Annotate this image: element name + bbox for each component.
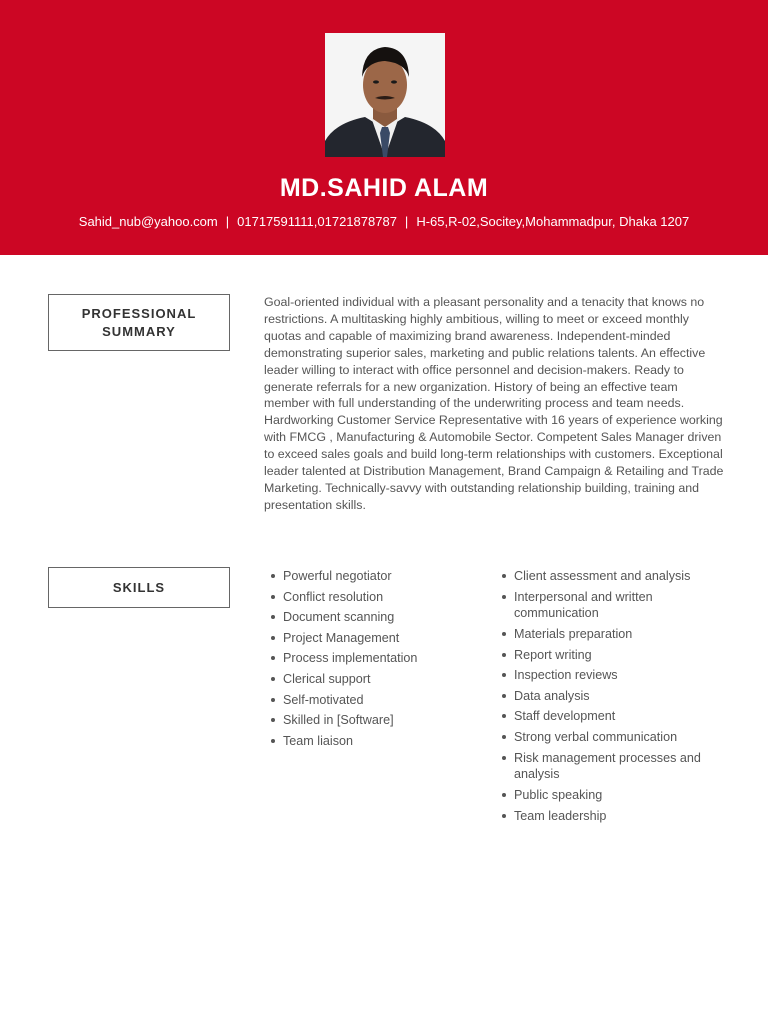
- skill-item: Clerical support: [270, 671, 480, 688]
- profile-photo: [325, 33, 445, 157]
- summary-heading-line1: PROFESSIONAL: [81, 305, 197, 321]
- address-text: H-65,R-02,Socitey,Mohammadpur, Dhaka 1207: [416, 214, 690, 229]
- skill-item: Conflict resolution: [270, 589, 480, 606]
- separator: |: [404, 214, 409, 229]
- separator: |: [225, 214, 230, 229]
- summary-heading-line2: SUMMARY: [102, 323, 176, 339]
- email-text[interactable]: Sahid_nub@yahoo.com: [78, 214, 218, 229]
- skill-item: Team liaison: [270, 733, 480, 750]
- skills-list-left: [270, 568, 480, 753]
- skills-heading-box: [48, 567, 230, 608]
- skill-item: Materials preparation: [501, 626, 716, 643]
- skill-item: Process implementation: [270, 650, 480, 667]
- skills-list-right: [501, 568, 716, 828]
- skill-item: Self-motivated: [270, 692, 480, 709]
- header-banner: [0, 0, 768, 255]
- skill-item: Skilled in [Software]: [270, 712, 480, 729]
- skill-item: Strong verbal communication: [501, 729, 716, 746]
- candidate-name: MD.SAHID ALAM: [279, 174, 489, 202]
- skill-item: Data analysis: [501, 688, 716, 705]
- phone-text: 01717591111,01721878787: [237, 214, 397, 229]
- skill-item: Powerful negotiator: [270, 568, 480, 585]
- skill-item: Report writing: [501, 647, 716, 664]
- skill-item: Team leadership: [501, 808, 716, 825]
- skill-item: Staff development: [501, 708, 716, 725]
- skill-item: Risk management processes and analysis: [501, 750, 716, 784]
- skill-item: Interpersonal and written communication: [501, 589, 716, 623]
- contact-line: [0, 214, 768, 229]
- summary-heading-box: [48, 294, 230, 351]
- skills-heading: SKILLS: [112, 579, 166, 595]
- summary-text: Goal-oriented individual with a pleasant personality and a tenacity that knows no restrictions. A multitasking highly ambitious, willing to meet or exceed monthly quotas and capable of maximizing brand awareness. Independent-minded demonstrating superior sales, marketing and public relations talents. An effective leader willing to interact with office personnel and decision-makers. Ready to generate referrals for a new organization. History of being an effective team member with full understanding of the underwriting process and team needs. Hardworking Customer Service Representative with 16 years of experience working with FMCG , Manufacturing & Automobile Sector. Competent Sales Manager driven to exceed sales goals and build long-term relationships with customers. Exceptional leader talented at Distribution Management, Brand Campaign & Retailing and Trade Marketing. Technically-savvy with outstanding relationship building, training and presentation skills.: [264, 295, 724, 512]
- skill-item: Client assessment and analysis: [501, 568, 716, 585]
- skill-item: Document scanning: [270, 609, 480, 626]
- skill-item: Inspection reviews: [501, 667, 716, 684]
- skill-item: Public speaking: [501, 787, 716, 804]
- skill-item: Project Management: [270, 630, 480, 647]
